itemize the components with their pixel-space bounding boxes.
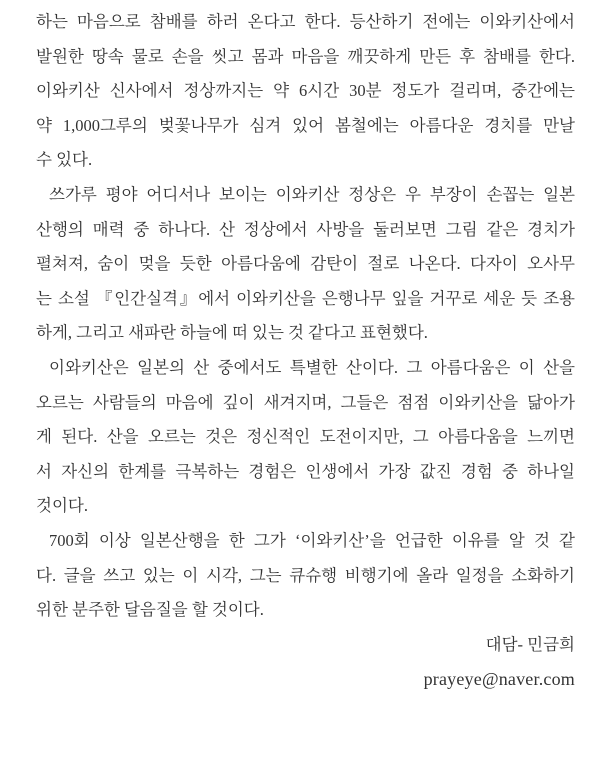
text-line: 것이다.: [36, 496, 88, 516]
text-line: 하게, 그리고 새파란 하늘에 떠 있는 것 같다고 표현했다.: [36, 323, 428, 343]
paragraph: [36, 351, 575, 524]
text-line: 약 1,000그루의 벚꽃나무가 심겨 있어 봄철에는 아름다운 경치를 만날: [36, 115, 575, 135]
text-line: 펼쳐져, 숨이 멎을 듯한 아름다움에 감탄이 절로 나온다. 다자이 오사무: [36, 254, 575, 274]
paragraph: [36, 178, 575, 351]
attribution: 대담- 민금희: [485, 634, 575, 654]
text-line: 이와키산 신사에서 정상까지는 약 6시간 30분 정도가 걸리며, 중간에는: [36, 81, 575, 101]
text-line: 하는 마음으로 참배를 하러 온다고 한다. 등산하기 전에는 이와키산에서: [36, 12, 575, 31]
text-line: 오르는 사람들의 마음에 깊이 새겨지며, 그들은 점점 이와키산을 닮아가: [36, 392, 575, 412]
text-line: 700회 이상 일본산행을 한 그가 ‘이와키산’을 언급한 이유를 알 것 같: [49, 530, 575, 550]
text-line: 다. 글을 쓰고 있는 이 시각, 그는 큐슈행 비행기에 올라 일정을 소화하기: [36, 565, 575, 585]
text-line: 게 된다. 산을 오르는 것은 정신적인 도전이지만, 그 아름다움을 느끼면: [36, 427, 575, 447]
paragraph: [36, 524, 575, 628]
text-line: 발원한 땅속 물로 손을 씻고 몸과 마음을 깨끗하게 만든 후 참배를 한다.: [36, 46, 575, 66]
text-line: 수 있다.: [36, 150, 93, 170]
paragraph: [36, 5, 575, 178]
text-line: 서 자신의 한계를 극복하는 경험은 인생에서 가장 값진 경험 중 하나일: [36, 461, 575, 481]
text-line: 이와키산은 일본의 산 중에서도 특별한 산이다. 그 아름다움은 이 산을: [49, 357, 575, 377]
text-line: 산행의 매력 중 하나다. 산 정상에서 사방을 둘러보면 그림 같은 경치가: [36, 219, 575, 239]
text-line: 위한 분주한 달음질을 할 것이다.: [36, 600, 264, 620]
text-line: 쓰가루 평야 어디서나 보이는 이와키산 정상은 우 부장이 손꼽는 일본: [49, 184, 575, 204]
email-address: prayeye@naver.com: [423, 669, 575, 690]
text-line: 는 소설 『인간실격』에서 이와키산을 은행나무 잎을 거꾸로 세운 듯 조용: [36, 288, 575, 308]
article-body: [36, 5, 575, 628]
